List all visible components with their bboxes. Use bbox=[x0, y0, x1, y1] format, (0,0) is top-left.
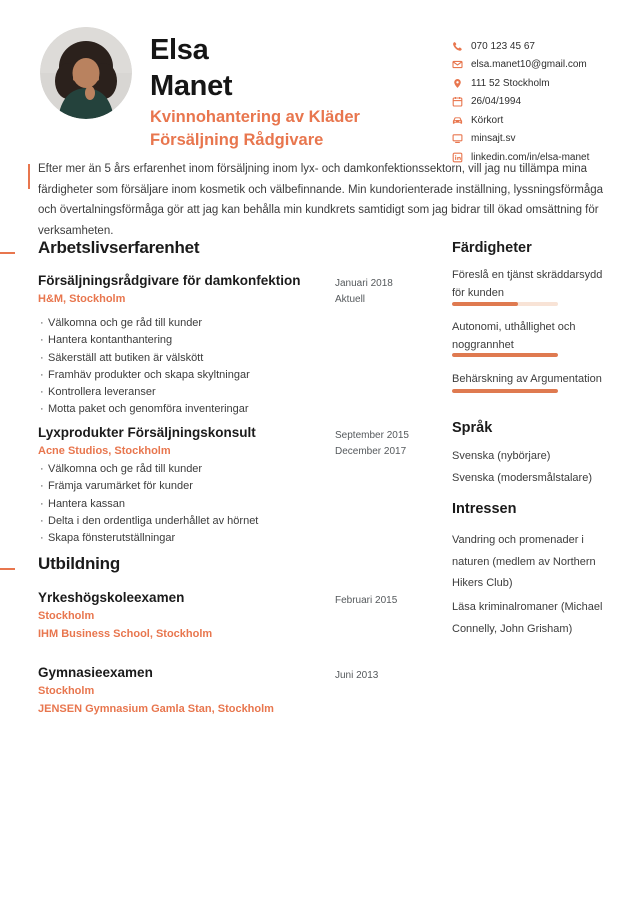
skill-bar-1 bbox=[452, 302, 558, 306]
languages-heading: Språk bbox=[452, 420, 493, 436]
skill-bar-3 bbox=[452, 389, 558, 393]
profile-photo bbox=[40, 27, 132, 119]
education-heading: Utbildning bbox=[38, 554, 121, 573]
contact-list bbox=[452, 37, 589, 167]
job2-bullet: · Främja varumärket för kunder bbox=[40, 478, 340, 495]
experience-section-dash bbox=[0, 252, 15, 254]
job-date-to-2: December 2017 bbox=[335, 446, 407, 457]
job1-bullet: · Motta paket och genomföra inventeringar bbox=[40, 401, 340, 418]
skill-label-2: Autonomi, uthållighet och noggrannhet bbox=[452, 321, 576, 351]
summary-accent-line bbox=[28, 164, 30, 189]
education-date-1: Februari 2015 bbox=[335, 595, 398, 606]
last-name: Manet bbox=[150, 70, 233, 102]
name-block bbox=[150, 32, 232, 104]
job-company-2: Acne Studios, Stockholm bbox=[38, 445, 171, 457]
job2-bullet: · Välkomna och ge råd till kunder bbox=[40, 461, 340, 478]
job-title bbox=[150, 106, 360, 152]
education-degree-2: Gymnasieexamen bbox=[38, 665, 153, 680]
job-title-2: Lyxprodukter Försäljningskonsult bbox=[38, 425, 256, 440]
job-date-from-1: Januari 2018 bbox=[335, 278, 393, 289]
contact-address-text: 111 52 Stockholm bbox=[471, 77, 550, 89]
education-school-2: JENSEN Gymnasium Gamla Stan, Stockholm bbox=[38, 703, 274, 715]
contact-email-text: elsa.manet10@gmail.com bbox=[471, 59, 587, 71]
contact-email[interactable] bbox=[452, 56, 589, 75]
job2-bullet: · Delta i den ordentliga underhållet av hörnet bbox=[40, 513, 340, 530]
phone-icon bbox=[452, 41, 463, 52]
calendar-icon bbox=[452, 96, 463, 107]
email-icon bbox=[452, 59, 463, 70]
contact-website-text: minsajt.sv bbox=[471, 133, 516, 145]
job2-bullet: · Skapa fönsterutställningar bbox=[40, 530, 340, 547]
skill-bar-fill-1 bbox=[452, 302, 518, 306]
contact-birthdate bbox=[452, 93, 589, 112]
job-dates-1 bbox=[335, 276, 393, 308]
job-title-line1: Kvinnohantering av Kläder bbox=[150, 108, 360, 126]
interest-item-2: Läsa kriminalromaner (Michael Connelly, John Grisham) bbox=[452, 601, 603, 635]
profile-photo-illustration bbox=[40, 27, 132, 119]
job-company-1: H&M, Stockholm bbox=[38, 293, 126, 305]
education-section-dash bbox=[0, 568, 15, 570]
skill-bar-fill-3 bbox=[452, 389, 558, 393]
contact-license-text: Körkort bbox=[471, 114, 504, 126]
education-date-2: Juni 2013 bbox=[335, 670, 379, 681]
contact-drivers-license bbox=[452, 111, 589, 130]
interests-heading: Intressen bbox=[452, 501, 517, 517]
language-item-1: Svenska (nybörjare) bbox=[452, 450, 551, 462]
job-title-line2: Försäljning Rådgivare bbox=[150, 131, 324, 149]
job-bullets-2 bbox=[40, 461, 340, 547]
job-title-1: Försäljningsrådgivare för damkonfektion bbox=[38, 273, 301, 288]
education-location-2: Stockholm bbox=[38, 685, 95, 697]
skill-bar-2 bbox=[452, 353, 558, 357]
job1-bullet: · Kontrollera leveranser bbox=[40, 384, 340, 401]
job1-bullet: · Välkomna och ge råd till kunder bbox=[40, 315, 340, 332]
job-bullets-1 bbox=[40, 315, 340, 419]
car-icon bbox=[452, 115, 463, 126]
education-location-1: Stockholm bbox=[38, 610, 95, 622]
profile-summary: Efter mer än 5 års erfarenhet inom försäljning inom lyx- och damkonfektionssektorn, vill jag nu tillämpa mina färdigheter som försäljare inom kosmetik och välbefinnande. Min kundorienterade inställning, lyssningsförmåga och övertalningsförmåga gör att jag kan behålla min kundkrets samtidigt som jag bidrar till ökad omsättning för verksamheten. bbox=[38, 163, 604, 237]
job-date-from-2: September 2015 bbox=[335, 430, 409, 441]
language-item-2: Svenska (modersmålstalare) bbox=[452, 472, 592, 484]
education-degree-1: Yrkeshögskoleexamen bbox=[38, 590, 185, 605]
contact-linkedin-text: linkedin.com/in/elsa-manet bbox=[471, 151, 590, 163]
job2-bullet: · Hantera kassan bbox=[40, 496, 340, 513]
website-icon bbox=[452, 133, 463, 144]
experience-heading: Arbetslivserfarenhet bbox=[38, 238, 200, 257]
interest-item-1: Vandring och promenader i naturen (medlem av Northern Hikers Club) bbox=[452, 534, 596, 589]
job-dates-2 bbox=[335, 428, 409, 460]
contact-phone-text: 070 123 45 67 bbox=[471, 40, 535, 52]
contact-phone bbox=[452, 37, 589, 56]
location-icon bbox=[452, 78, 463, 89]
contact-website[interactable] bbox=[452, 130, 589, 149]
first-name: Elsa bbox=[150, 34, 209, 66]
skills-heading: Färdigheter bbox=[452, 240, 532, 256]
skill-bar-fill-2 bbox=[452, 353, 558, 357]
job-date-to-1: Aktuell bbox=[335, 294, 366, 305]
skill-label-1: Föreslå en tjänst skräddarsydd för kunden bbox=[452, 269, 603, 299]
contact-birthdate-text: 26/04/1994 bbox=[471, 96, 522, 108]
job1-bullet: · Säkerställ att butiken är välskött bbox=[40, 350, 340, 367]
skill-label-3: Behärskning av Argumentation bbox=[452, 373, 602, 385]
contact-address bbox=[452, 74, 589, 93]
job1-bullet: · Hantera kontanthantering bbox=[40, 332, 340, 349]
job1-bullet: · Framhäv produkter och skapa skyltningar bbox=[40, 367, 340, 384]
education-school-1: IHM Business School, Stockholm bbox=[38, 628, 213, 640]
